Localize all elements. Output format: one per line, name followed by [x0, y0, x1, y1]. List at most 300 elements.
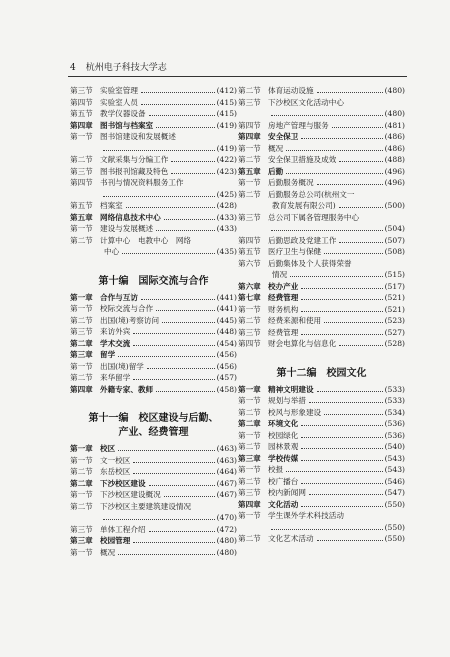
toc-level: 第六章	[238, 281, 261, 291]
toc-level: 第三节	[238, 327, 261, 337]
toc-page-number: (523)	[384, 316, 405, 325]
toc-right-column	[238, 85, 405, 545]
toc-page-number: (486)	[384, 143, 405, 153]
toc-title: 后勤	[268, 166, 284, 176]
section-spacer	[70, 395, 237, 404]
toc-page-number: (425)	[216, 189, 237, 199]
toc-entry	[238, 464, 405, 476]
toc-entry-continuation	[70, 512, 237, 524]
toc-page-number: (496)	[384, 166, 405, 176]
toc-title: 下沙校区文化活动中心	[268, 97, 344, 107]
book-title: 杭州电子科技大学志	[85, 63, 167, 73]
toc-entry	[238, 177, 405, 189]
dot-leader	[126, 207, 215, 208]
toc-title: 校际交流与合作	[100, 304, 154, 313]
toc-page-number: (412)	[216, 86, 237, 95]
page-header	[70, 63, 400, 74]
toc-page-number: (445)	[216, 315, 237, 325]
toc-level: 第五节	[70, 201, 93, 210]
toc-level: 第三节	[70, 524, 93, 534]
toc-level: 第二节	[70, 235, 93, 245]
dot-leader	[271, 230, 383, 231]
dot-leader	[309, 402, 383, 403]
toc-page-number: (496)	[384, 178, 405, 187]
toc-page-number: (543)	[384, 465, 405, 474]
toc-title: 总公司下属各管理服务中心	[268, 212, 360, 222]
toc-level: 第一节	[238, 465, 261, 474]
toc-page-number: (422)	[216, 155, 237, 164]
toc-level: 第二章	[238, 419, 261, 428]
toc-level: 第四章	[238, 132, 261, 141]
toc-level: 第二节	[70, 501, 93, 511]
toc-page-number: (486)	[384, 132, 405, 141]
dot-leader	[141, 104, 215, 105]
toc-title: 计算中心 电教中心 网络	[100, 235, 192, 245]
toc-level: 第三节	[238, 97, 261, 107]
toc-page-number: (550)	[384, 522, 405, 532]
toc-page-number: (428)	[216, 201, 237, 210]
toc-title: 出国(境)留学	[100, 361, 144, 371]
toc-page-number: (448)	[216, 327, 237, 336]
toc-entry	[70, 455, 237, 467]
toc-page-number: (457)	[216, 373, 237, 382]
toc-chapter	[238, 281, 405, 293]
dot-leader	[164, 496, 215, 497]
toc-level: 第二章	[70, 478, 93, 488]
toc-level: 第三节	[70, 86, 93, 95]
toc-title: 实验室人员	[100, 97, 138, 107]
toc-left-column	[70, 85, 237, 558]
dot-leader	[286, 173, 382, 174]
dot-leader	[301, 311, 382, 312]
toc-title: 学生课外学术科技活动	[268, 511, 344, 520]
toc-title: 文化艺术活动	[268, 534, 314, 543]
dot-leader	[271, 529, 383, 530]
dot-leader	[147, 368, 215, 369]
toc-page-number: (546)	[384, 476, 405, 486]
toc-level: 第二节	[70, 373, 93, 382]
dot-leader	[301, 299, 382, 300]
toc-entry	[238, 407, 405, 419]
toc-entry	[70, 524, 237, 536]
dot-leader	[141, 299, 215, 300]
dot-leader	[122, 253, 214, 254]
dot-leader	[156, 127, 214, 128]
toc-entry	[70, 361, 237, 373]
toc-page-number: (547)	[384, 488, 405, 497]
toc-title: 后勤服务总公司(杭州文一	[268, 189, 355, 199]
dot-leader	[301, 506, 382, 507]
toc-level: 第一节	[70, 132, 93, 141]
dot-leader	[339, 345, 382, 346]
toc-level: 第一节	[70, 361, 93, 371]
toc-level: 第三节	[238, 212, 261, 222]
toc-entry	[238, 189, 405, 201]
toc-level: 第一章	[238, 384, 261, 394]
dot-leader	[286, 471, 382, 472]
toc-entry	[70, 372, 237, 384]
toc-title: 经费管理	[268, 293, 299, 302]
toc-title: 下沙校区建设	[100, 478, 146, 488]
toc-title: 规划与举措	[268, 396, 306, 405]
toc-page-number: (540)	[384, 442, 405, 451]
toc-level: 第三章	[238, 453, 261, 463]
dot-leader	[103, 196, 215, 197]
toc-level: 第七章	[238, 293, 261, 302]
toc-entry	[70, 166, 237, 178]
toc-page-number: (500)	[384, 201, 405, 210]
toc-title: 后勤服务概况	[268, 178, 314, 187]
toc-chapter	[70, 478, 237, 490]
dot-leader	[149, 115, 215, 116]
toc-title: 安全保卫	[268, 132, 299, 141]
toc-entry	[238, 510, 405, 522]
toc-page-number: (528)	[384, 339, 405, 348]
toc-page-number: (433)	[216, 212, 237, 222]
toc-page-number: (458)	[216, 384, 237, 394]
toc-page-number: (433)	[216, 224, 237, 233]
toc-title: 财务机构	[268, 304, 299, 314]
dot-leader	[301, 334, 382, 335]
toc-entry	[238, 533, 405, 545]
toc-level: 第四节	[238, 120, 261, 130]
header-rule	[68, 76, 407, 77]
toc-title: 校风与形象建设	[268, 407, 322, 417]
dot-leader	[118, 356, 214, 357]
toc-level: 第一节	[238, 143, 261, 153]
toc-chapter	[238, 292, 405, 304]
dot-leader	[164, 219, 215, 220]
part-heading: 第十一编 校区建设与后勤、	[88, 413, 219, 424]
toc-chapter	[238, 418, 405, 430]
toc-page-number: (521)	[384, 293, 405, 302]
dot-leader	[133, 345, 214, 346]
toc-title: 校园绿化	[268, 430, 299, 440]
toc-level: 第三章	[70, 350, 93, 359]
dot-leader	[118, 554, 214, 555]
toc-entry	[238, 430, 405, 442]
toc-page-number: (534)	[384, 407, 405, 417]
toc-level: 第二节	[238, 86, 261, 95]
toc-entry	[238, 97, 405, 109]
toc-entry	[238, 258, 405, 270]
toc-entry	[70, 501, 237, 513]
toc-chapter	[70, 384, 237, 396]
toc-title: 校区	[100, 444, 116, 453]
toc-level: 第一章	[70, 292, 93, 302]
toc-page-number: (456)	[216, 350, 237, 359]
toc-entry	[238, 235, 405, 247]
toc-entry	[238, 315, 405, 327]
toc-level: 第六节	[238, 258, 261, 268]
toc-title: 学校传媒	[268, 453, 299, 463]
toc-page-number: (435)	[216, 247, 237, 256]
toc-title: 财会电算化与信息化	[268, 339, 337, 348]
toc-level: 第四章	[238, 499, 261, 509]
toc-page-number: (463)	[216, 455, 237, 465]
toc-page-number: (480)	[384, 109, 405, 118]
toc-level: 第四节	[70, 178, 93, 187]
toc-title: 校广播台	[268, 476, 299, 486]
toc-title: 中心	[104, 247, 120, 256]
toc-page-number: (507)	[384, 235, 405, 245]
toc-entry	[238, 154, 405, 166]
toc-page-number: (488)	[384, 155, 405, 164]
toc-page-number: (415)	[216, 109, 237, 118]
part-heading-line2: 产业、经费管理	[118, 427, 189, 438]
toc-entry	[238, 487, 405, 499]
toc-page-number: (441)	[216, 292, 237, 302]
dot-leader	[317, 184, 383, 185]
dot-leader	[141, 92, 215, 93]
dot-leader	[133, 462, 214, 463]
section-spacer	[238, 350, 405, 359]
toc-title: 外籍专家、教师	[100, 384, 154, 394]
toc-title: 校园管理	[100, 536, 131, 545]
toc-entry	[238, 338, 405, 350]
dot-leader	[301, 138, 382, 139]
dot-leader	[118, 450, 214, 451]
toc-page-number: (550)	[384, 499, 405, 509]
toc-level: 第一节	[70, 224, 93, 233]
toc-title: 校办产业	[268, 281, 299, 291]
dot-leader	[324, 414, 382, 415]
toc-title: 概况	[268, 143, 284, 153]
dot-leader	[162, 322, 214, 323]
toc-level: 第五节	[238, 247, 261, 256]
toc-title: 园林景观	[268, 442, 299, 451]
toc-title: 经费管理	[268, 327, 299, 337]
toc-entry	[238, 85, 405, 97]
toc-entry	[70, 466, 237, 478]
part-heading: 第十编 国际交流与合作	[98, 275, 209, 287]
toc-page-number: (423)	[216, 166, 237, 176]
toc-entry	[238, 327, 405, 339]
dot-leader	[324, 322, 382, 323]
toc-level: 第四节	[238, 339, 261, 348]
toc-page-number: (419)	[216, 120, 237, 130]
toc-title: 实验室管理	[100, 86, 138, 95]
toc-title: 体育运动设施	[268, 86, 314, 95]
toc-page-number: (480)	[216, 536, 237, 545]
toc-chapter	[70, 120, 237, 132]
dot-leader	[156, 310, 214, 311]
toc-entry	[238, 143, 405, 155]
toc-entry-continuation	[238, 522, 405, 534]
toc-level: 第三节	[70, 327, 93, 336]
toc-title: 教育发展有限公司)	[272, 201, 336, 210]
toc-page-number: (472)	[216, 524, 237, 534]
toc-page-number: (536)	[384, 419, 405, 428]
toc-entry	[238, 476, 405, 488]
toc-entry-continuation	[238, 108, 405, 120]
toc-level: 第三章	[70, 536, 93, 545]
toc-title: 文献采集与分编工作	[100, 155, 169, 164]
toc-entry	[70, 303, 237, 315]
toc-chapter	[70, 292, 237, 304]
toc-chapter	[238, 499, 405, 511]
toc-title: 文一校区	[100, 455, 131, 465]
toc-level: 第五章	[70, 212, 93, 222]
dot-leader	[156, 230, 214, 231]
toc-level: 第三节	[70, 166, 93, 176]
dot-leader	[301, 425, 382, 426]
toc-entry	[70, 547, 237, 559]
toc-title: 来华留学	[100, 373, 131, 382]
toc-entry-continuation	[238, 269, 405, 281]
toc-chapter	[70, 338, 237, 350]
dot-leader	[309, 494, 383, 495]
dot-leader	[317, 540, 383, 541]
toc-chapter	[238, 384, 405, 396]
dot-leader	[133, 473, 214, 474]
toc-entry	[70, 85, 237, 97]
toc-title: 东岳校区	[100, 467, 131, 476]
toc-page-number: (521)	[384, 304, 405, 314]
dot-leader	[324, 253, 382, 254]
dot-leader	[317, 92, 383, 93]
toc-entry-continuation	[70, 246, 237, 258]
toc-entry	[238, 304, 405, 316]
toc-page-number: (467)	[216, 478, 237, 488]
toc-page-number: (533)	[384, 396, 405, 405]
dot-leader	[339, 207, 383, 208]
toc-title: 教学仪器设备	[100, 109, 146, 118]
toc-entry	[70, 154, 237, 166]
toc-page-number: (415)	[216, 97, 237, 107]
toc-title: 档案室	[100, 201, 123, 210]
toc-title: 建设与发展概述	[100, 224, 154, 233]
toc-title: 图书报刊馆藏及特色	[100, 166, 169, 176]
toc-level: 第二节	[70, 155, 93, 164]
toc-level: 第二节	[70, 467, 93, 476]
toc-entry	[70, 200, 237, 212]
toc-level: 第二节	[238, 407, 261, 417]
dot-leader	[301, 483, 382, 484]
toc-level: 第一节	[238, 396, 261, 405]
toc-title: 合作与互访	[100, 292, 138, 302]
dot-leader	[103, 519, 215, 520]
toc-entry-continuation	[70, 189, 237, 201]
dot-leader	[317, 391, 383, 392]
toc-level: 第一节	[70, 490, 93, 499]
toc-chapter	[238, 166, 405, 178]
toc-title: 后勤思政及党建工作	[268, 235, 337, 245]
toc-title: 来访外宾	[100, 327, 131, 336]
toc-page-number: (533)	[384, 384, 405, 394]
toc-level: 第四节	[238, 235, 261, 245]
part-heading: 第十二编 校园文化	[276, 367, 367, 379]
toc-level: 第五节	[70, 109, 93, 118]
toc-chapter	[70, 212, 237, 224]
dot-leader	[301, 460, 382, 461]
dot-leader	[301, 448, 382, 449]
dot-leader	[339, 161, 382, 162]
toc-title: 下沙校区主要建筑建设情况	[100, 501, 192, 511]
toc-page-number: (481)	[384, 120, 405, 130]
toc-level: 第一节	[238, 430, 261, 440]
dot-leader	[149, 485, 215, 486]
toc-entry	[70, 235, 237, 247]
toc-title: 精神文明建设	[268, 384, 314, 394]
dot-leader	[290, 276, 382, 277]
dot-leader	[133, 379, 214, 380]
toc-chapter	[70, 349, 237, 361]
dot-leader	[271, 115, 383, 116]
dot-leader	[286, 150, 382, 151]
toc-level: 第二节	[238, 534, 261, 543]
toc-page-number: (508)	[384, 247, 405, 256]
toc-entry	[70, 223, 237, 235]
toc-page-number: (515)	[384, 270, 405, 279]
toc-level: 第二节	[238, 155, 261, 164]
toc-level: 第四章	[70, 384, 93, 394]
dot-leader	[301, 288, 382, 289]
dot-leader	[332, 127, 383, 128]
toc-level: 第一章	[70, 444, 93, 453]
toc-entry	[70, 177, 237, 189]
toc-page-number: (470)	[216, 513, 237, 522]
toc-title: 书刊与情况资料服务工作	[100, 178, 184, 187]
toc-entry	[70, 489, 237, 501]
toc-title: 下沙校区建设概况	[100, 490, 161, 499]
toc-title: 环境文化	[268, 419, 299, 428]
toc-title: 情况	[272, 270, 288, 279]
toc-page-number: (463)	[216, 444, 237, 453]
toc-page-number: (543)	[384, 453, 405, 463]
toc-page-number: (527)	[384, 327, 405, 337]
page-number: 4	[70, 63, 76, 73]
toc-level: 第一节	[238, 178, 261, 187]
toc-level: 第一节	[70, 304, 93, 313]
dot-leader	[133, 333, 214, 334]
dot-leader	[171, 161, 214, 162]
toc-title: 安全保卫措施及成效	[268, 155, 337, 164]
toc-entry-continuation	[238, 200, 405, 212]
toc-title: 校内新闻网	[268, 488, 306, 497]
toc-entry-continuation	[238, 223, 405, 235]
toc-level: 第五章	[238, 166, 261, 176]
toc-title: 经费来源和使用	[268, 316, 322, 325]
toc-chapter	[238, 131, 405, 143]
toc-entry	[238, 441, 405, 453]
toc-title: 校报	[268, 465, 284, 474]
toc-title: 留学	[100, 350, 116, 359]
toc-level: 第一节	[238, 304, 261, 314]
toc-entry	[70, 108, 237, 120]
toc-entry-continuation	[70, 143, 237, 155]
toc-level: 第一节	[70, 547, 93, 557]
toc-level: 第二节	[238, 316, 261, 325]
toc-entry	[238, 246, 405, 258]
toc-chapter	[70, 443, 237, 455]
toc-title: 图书馆建设和发展概述	[100, 132, 176, 141]
toc-entry	[238, 395, 405, 407]
toc-title: 网络信息技术中心	[100, 212, 161, 222]
toc-entry	[70, 326, 237, 338]
toc-page-number: (454)	[216, 338, 237, 348]
toc-page-number: (467)	[216, 490, 237, 499]
dot-leader	[339, 242, 382, 243]
dot-leader	[103, 150, 215, 151]
toc-level: 第四节	[70, 97, 93, 107]
toc-title: 房地产管理与服务	[268, 120, 329, 130]
toc-page-number: (464)	[216, 467, 237, 476]
dot-leader	[156, 391, 214, 392]
toc-entry	[70, 131, 237, 143]
toc-chapter	[238, 453, 405, 465]
toc-level: 第四章	[70, 120, 93, 130]
